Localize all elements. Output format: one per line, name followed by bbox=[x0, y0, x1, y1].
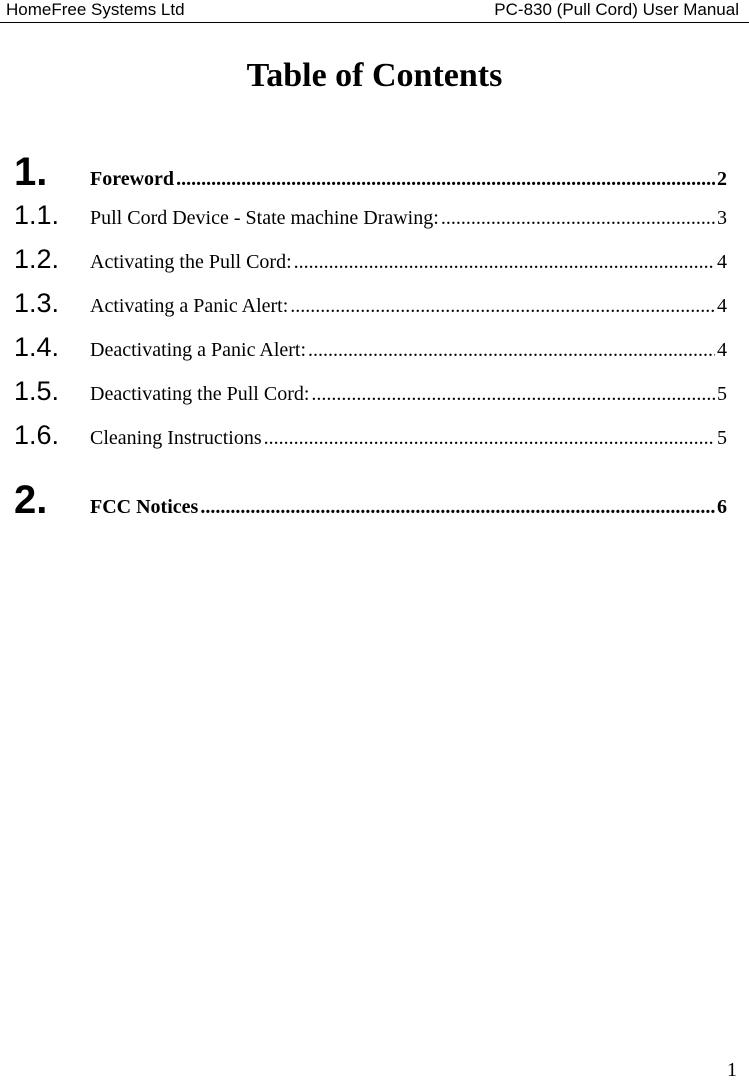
toc-entry-label: Activating a Panic Alert: bbox=[90, 295, 289, 317]
toc-entry-label: FCC Notices bbox=[90, 496, 199, 518]
company-name: HomeFree Systems Ltd bbox=[6, 0, 185, 19]
toc-entry-deactivating-panic-alert[interactable] bbox=[14, 332, 727, 376]
toc-entry-deactivating-pull-cord[interactable] bbox=[14, 376, 727, 420]
dot-leader bbox=[311, 383, 715, 406]
page-title: Table of Contents bbox=[246, 57, 503, 94]
toc-entry-label: Cleaning Instructions bbox=[90, 427, 262, 449]
toc-entry-number: 2. bbox=[14, 478, 48, 522]
dot-leader bbox=[200, 496, 715, 519]
dot-leader bbox=[290, 295, 715, 318]
toc-entry-number: 1.1. bbox=[14, 200, 60, 230]
toc-entry-label: Deactivating the Pull Cord: bbox=[90, 383, 310, 405]
toc-entry-page: 6 bbox=[717, 496, 727, 518]
page-number: 1 bbox=[727, 1059, 737, 1081]
toc-entry-fcc-notices[interactable] bbox=[14, 478, 727, 528]
toc-entry-activating-pull-cord[interactable] bbox=[14, 244, 727, 288]
toc-entry-page: 4 bbox=[717, 295, 727, 317]
dot-leader bbox=[308, 339, 715, 362]
toc-entry-label: Foreword bbox=[90, 168, 175, 190]
toc-entry-activating-panic-alert[interactable] bbox=[14, 288, 727, 332]
table-of-contents bbox=[14, 150, 727, 528]
toc-entry-number: 1.6. bbox=[14, 420, 60, 450]
toc-entry-page: 5 bbox=[717, 383, 727, 405]
toc-entry-cleaning-instructions[interactable] bbox=[14, 420, 727, 464]
toc-entry-page: 4 bbox=[717, 251, 727, 273]
dot-leader bbox=[294, 251, 715, 274]
toc-entry-number: 1.3. bbox=[14, 288, 60, 318]
dot-leader bbox=[176, 168, 715, 191]
toc-entry-label: Deactivating a Panic Alert: bbox=[90, 339, 307, 361]
toc-entry-page: 4 bbox=[717, 339, 727, 361]
toc-entry-label: Pull Cord Device - State machine Drawing: bbox=[90, 207, 439, 229]
toc-entry-foreword[interactable] bbox=[14, 150, 727, 200]
dot-leader bbox=[264, 427, 715, 450]
toc-entry-number: 1. bbox=[14, 150, 48, 194]
page-header bbox=[0, 0, 749, 23]
document-title: PC-830 (Pull Cord) User Manual bbox=[494, 0, 739, 19]
toc-entry-state-machine-drawing[interactable] bbox=[14, 200, 727, 244]
toc-entry-page: 5 bbox=[717, 427, 727, 449]
toc-entry-label: Activating the Pull Cord: bbox=[90, 251, 292, 273]
toc-entry-page: 2 bbox=[717, 168, 727, 190]
toc-entry-page: 3 bbox=[717, 207, 727, 229]
dot-leader bbox=[441, 207, 715, 230]
toc-entry-number: 1.5. bbox=[14, 376, 60, 406]
toc-entry-number: 1.4. bbox=[14, 332, 60, 362]
toc-entry-number: 1.2. bbox=[14, 244, 60, 274]
